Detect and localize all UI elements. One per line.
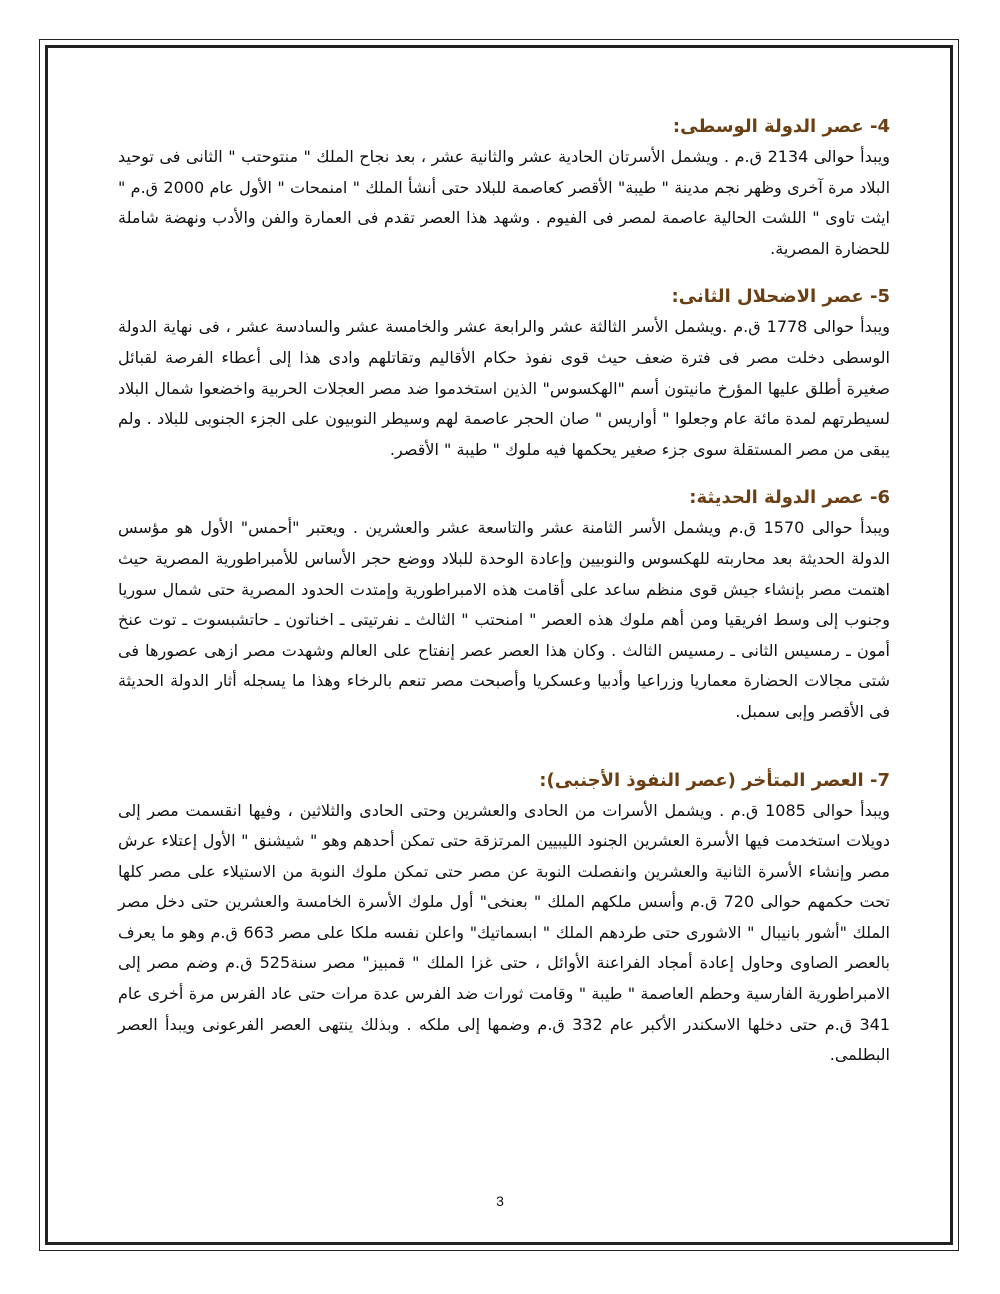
document-content bbox=[118, 112, 890, 1071]
section-middle-kingdom bbox=[118, 112, 890, 264]
page-number: 3 bbox=[496, 1193, 504, 1209]
section-paragraph: ويبدأ حوالى 1570 ق.م ويشمل الأسر الثامنة عشر والتاسعة عشر والعشرين . ويعتبر "أحمس" الأول هو مؤسس الدولة الحديثة بعد محاربته للهكسوس والنوبيين وإعادة الوحدة للبلاد ووضع حجر الأساس للأمبراطورية المصرية حيث اهتمت مصر بإنشاء جيش قوى منظم ساعد على أقامت هذه الامبراطورية وإمتدت الحدود المصرية حتى شمال سوريا وجنوب إلى وسط افريقيا ومن أهم ملوك هذه العصر " امنحتب " الثالث ـ نفرتيتى ـ اخناتون ـ حاتشبسوت ـ توت عنخ أمون ـ رمسيس الثانى ـ رمسيس الثالث . وكان هذا العصر عصر إنفتاح على العالم وشهدت مصر ازهى عصورها فى شتى مجالات الحضارة معماريا وزراعيا وأدبيا وعسكريا وأصبحت مصر تنعم بالرخاء وهذا ما يسجله أثار الدولة الحديثة فى الأقصر وإبى سمبل. bbox=[118, 518, 890, 721]
section-heading: 6- عصر الدولة الحديثة: bbox=[689, 487, 890, 509]
section-paragraph: ويبدأ حوالى 2134 ق.م . ويشمل الأسرتان الحادية عشر والثانية عشر ، بعد نجاح الملك " منتوحتب " الثانى فى توحيد البلاد مرة آخرى وظهر نجم مدينة " طيبة" الأقصر كعاصمة للبلاد حتى أنشأ الملك " امنمحات " الأول عام 2000 ق.م " ايثت تاوى " اللشت الحالية عاصمة لمصر فى الفيوم . وشهد هذا العصر تقدم فى العمارة والفن والأدب ونهضة شاملة للحضارة المصرية. bbox=[118, 147, 891, 258]
section-heading: 5- عصر الاضحلال الثانى: bbox=[671, 286, 890, 308]
section-second-intermediate bbox=[118, 282, 890, 465]
section-late-period bbox=[118, 766, 890, 1071]
section-paragraph: ويبدأ حوالى 1778 ق.م .ويشمل الأسر الثالثة عشر والرابعة عشر والخامسة عشر والسادسة عشر ، فى نهاية الدولة الوسطى دخلت مصر فى فترة ضعف حيث قوى نفوذ حكام الأقاليم وتقاتلهم وادى هذا إلى أعطاء الفرصة لقبائل صغيرة أطلق عليها المؤرخ مانيتون أسم "الهكسوس" الذين استخدموا ضد مصر العجلات الحربية واخضعوا شمال البلاد لسيطرتهم لمدة مائة عام وجعلوا " أواريس " صان الحجر عاصمة لهم وسيطر النوبيون على الجزء الجنوبى للبلاد . ولم يبقى من مصر المستقلة سوى جزء صغير يحكمها فيه ملوك " طيبة " الأقصر. bbox=[118, 317, 890, 459]
section-new-kingdom bbox=[118, 483, 890, 727]
section-heading: 7- العصر المتأخر (عصر النفوذ الأجنبى): bbox=[539, 769, 890, 791]
section-paragraph: ويبدأ حوالى 1085 ق.م . ويشمل الأسرات من الحادى والعشرين وحتى الحادى والثلاثين ، وفيها انقسمت مصر إلى دويلات استخدمت فيها الأسرة العشرين الجنود الليبيين المرتزقة حتى تمكن أحدهم وهو " شيشنق " الأول إعتلاء عرش مصر وإنشاء الأسرة الثانية والعشرين وانفصلت النوبة عن مصر حتى تمكن ملوك النوبة من الاستيلاء على مصر كلها تحت حكمهم حوالى 720 ق.م وأسس ملكهم الملك " بعنخى" أول ملوك الأسرة الخامسة والعشرين حتى دخل مصر الملك "أشور بانيبال " الاشورى حتى طردهم الملك " ابسماتيك" واعلن نفسه ملكا على مصر 663 ق.م وهو ما يعرف بالعصر الصاوى وحاول إعادة أمجاد الفراعنة الأوائل ، حتى غزا الملك " قمبيز" مصر سنة525 ق.م وضم مصر إلى الامبراطورية الفارسية وحطم العاصمة " طيبة " وقامت ثورات ضد الفرس عدة مرات حتى عاد الفرس مرة أخرى عام 341 ق.م حتى دخلها الاسكندر الأكبر عام 332 ق.م وضمها إلى ملكه . وبذلك ينتهى العصر الفرعونى ويبدأ العصر البطلمى. bbox=[118, 800, 891, 1065]
section-heading: 4- عصر الدولة الوسطى: bbox=[672, 116, 890, 137]
